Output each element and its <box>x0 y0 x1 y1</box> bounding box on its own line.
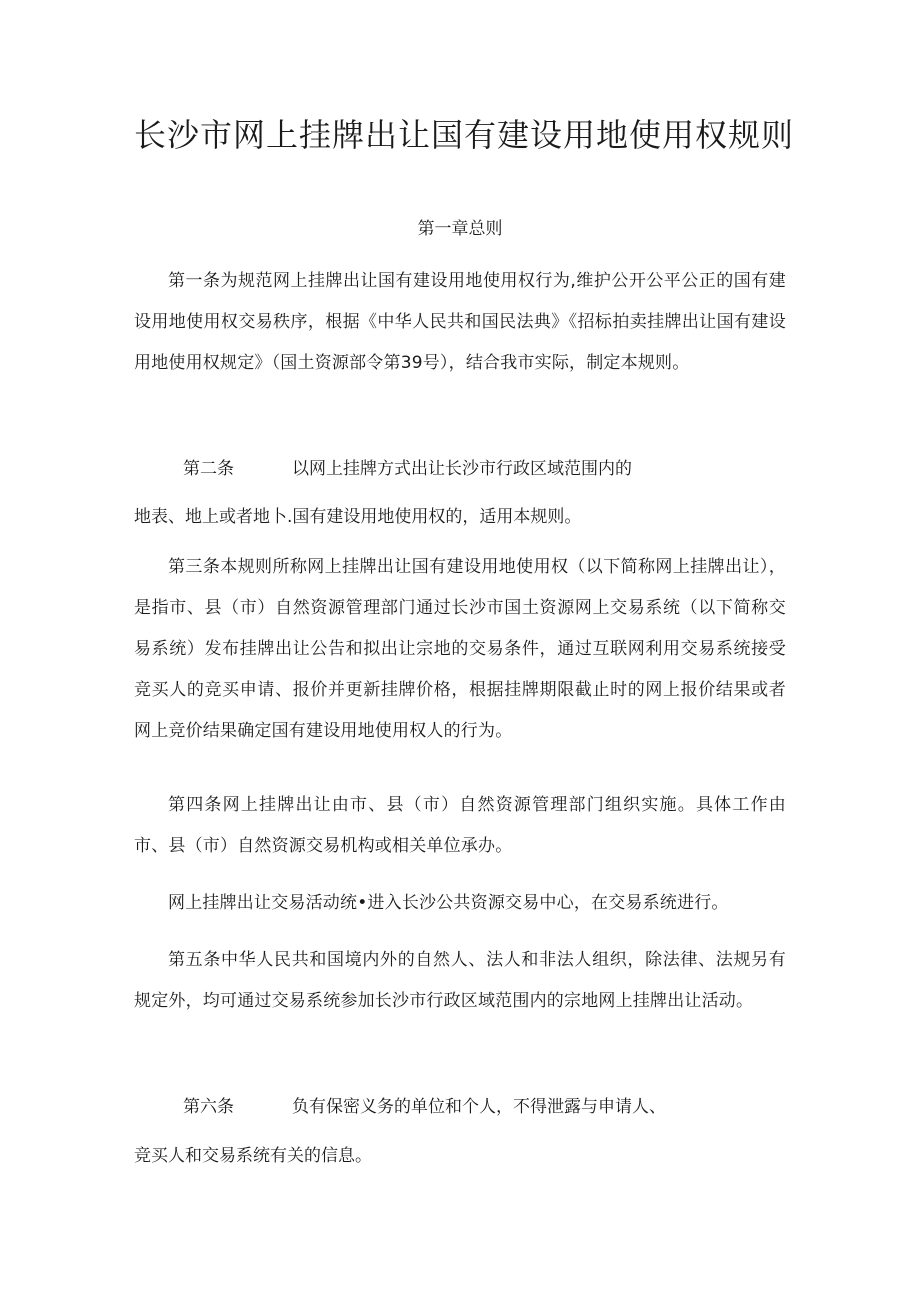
article-6-text-line1: 负有保密义务的单位和个人，不得泄露与申请人、 <box>292 1097 666 1117</box>
article-6-label: 第六条 <box>183 1097 234 1117</box>
article-4-paragraph-2: 网上挂牌出让交易活动统•进入长沙公共资源交易中心，在交易系统进行。 <box>168 893 729 913</box>
article-2-text-line1: 以网上挂牌方式出让长沙市行政区域范围内的 <box>292 459 632 479</box>
article-3: 第三条本规则所称网上挂牌出让国有建设用地使用权（以下简称网上挂牌出让），是指市、县（市）自然资源管理部门通过长沙市国土资源网上交易系统（以下简称交易系统）发布挂牌出让公告和拟出让宗地的交易条件，通过互联网利用交易系统接受竞买人的竞买申请、报价并更新挂牌价格，根据挂牌期限截止时的网上报价结果或者网上竞价结果确定国有建设用地使用权人的行为。 <box>134 557 786 741</box>
document-title: 长沙市网上挂牌出让国有建设用地使用权规则 <box>134 116 795 154</box>
article-2-label: 第二条 <box>183 459 234 479</box>
article-6-text-line2: 竞买人和交易系统有关的信息。 <box>134 1146 372 1166</box>
article-2-first-line <box>183 456 632 482</box>
article-1: 第一条为规范网上挂牌出让国有建设用地使用权行为,维护公开公平公正的国有建设用地使用权交易秩序，根据《中华人民共和国民法典》《招标拍卖挂牌出让国有建设用地使用权规定》（国土资源部令第39号），结合我市实际，制定本规则。 <box>134 271 786 373</box>
chapter-heading: 第一章总则 <box>417 219 503 239</box>
article-6-first-line <box>183 1094 666 1120</box>
article-5: 第五条中华人民共和国境内外的自然人、法人和非法人组织，除法律、法规另有规定外，均可通过交易系统参加长沙市行政区域范围内的宗地网上挂牌出让活动。 <box>134 950 786 1011</box>
article-2-text-line2: 地表、地上或者地卜.国有建设用地使用权的，适用本规则。 <box>134 507 582 527</box>
article-4: 第四条网上挂牌出让由市、县（市）自然资源管理部门组织实施。具体工作由市、县（市）自然资源交易机构或相关单位承办。 <box>134 795 786 856</box>
